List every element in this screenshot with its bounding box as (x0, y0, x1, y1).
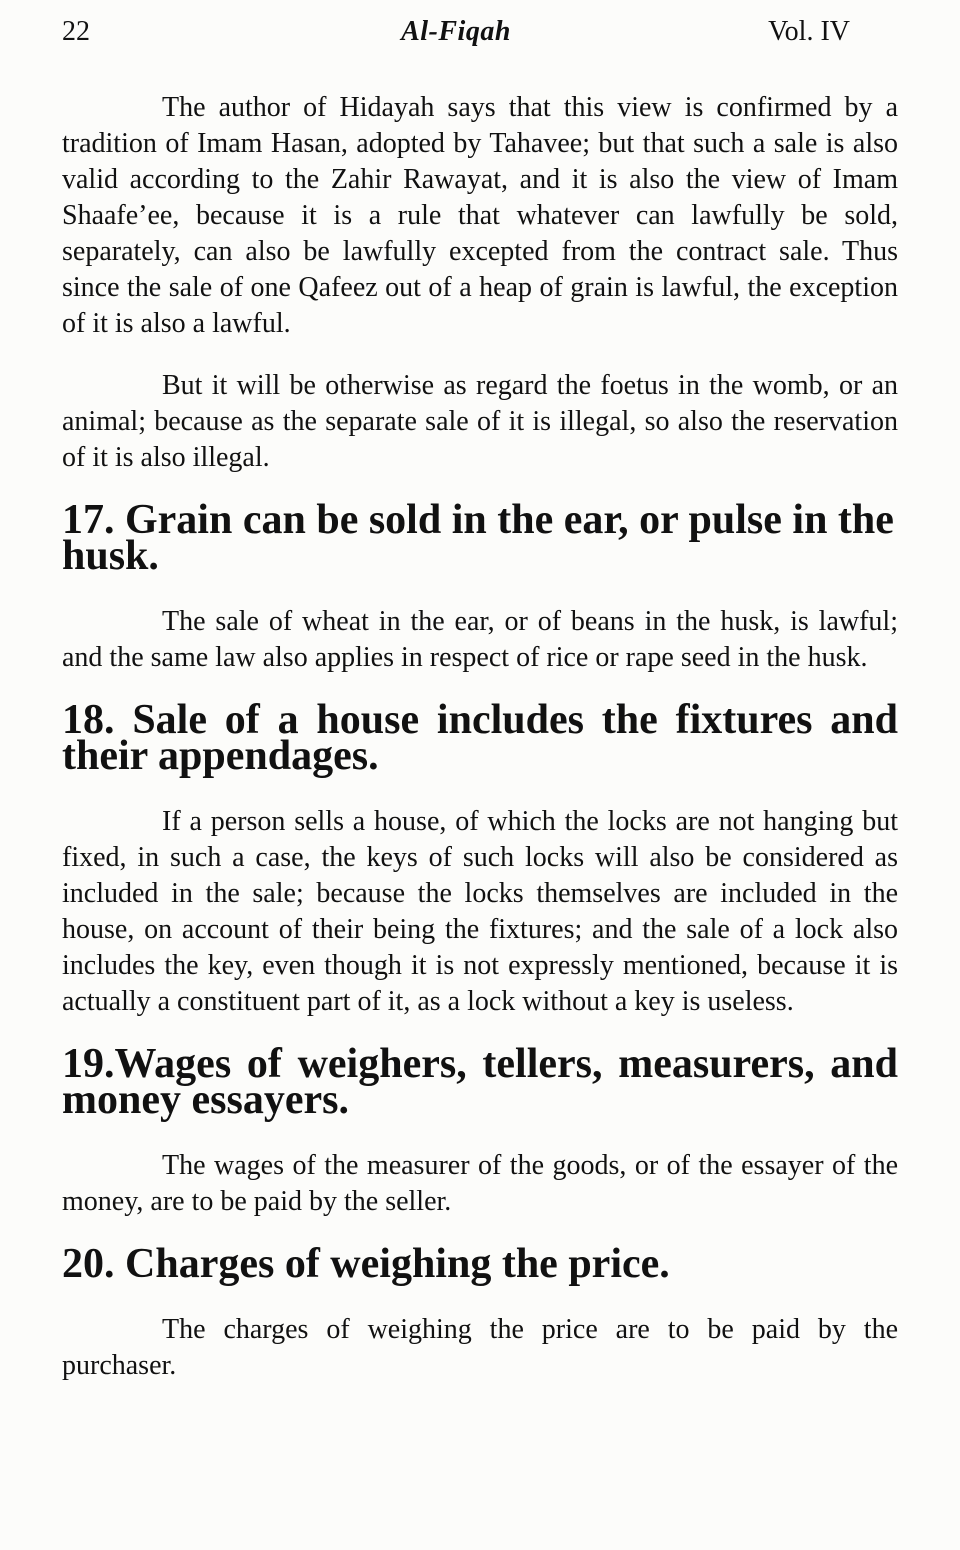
section-heading-17: 17. Grain can be sold in the ear, or pulse in the husk. (62, 497, 894, 579)
page-body (62, 90, 898, 1384)
page-header (62, 14, 898, 50)
book-title: Al-Fiqah (401, 16, 511, 47)
volume-label: Vol. IV (768, 16, 850, 47)
paragraph-wages-seller: The wages of the measurer of the goods, or of the essayer of the money, are to be paid by the seller. (62, 1150, 898, 1217)
paragraph-charges-purchaser: The charges of weighing the price are to be paid by the purchaser. (62, 1314, 898, 1381)
section-heading-19: 19.Wages of weighers, tellers, measurers, and money essayers. (62, 1041, 898, 1123)
paragraph-wheat-in-ear: The sale of wheat in the ear, or of beans in the husk, is lawful; and the same law also applies in respect of rice or rape seed in the husk. (62, 606, 898, 673)
paragraph-hidayah-view: The author of Hidayah says that this view is confirmed by a tradition of Imam Hasan, adopted by Tahavee; but that such a sale is also valid according to the Zahir Rawayat, and it is also the view of Imam Shaafe’ee, because it is a rule that whatever can lawfully be sold, separately, can also be lawfully excepted from the contract sale. Thus since the sale of one Qafeez out of a heap of grain is lawful, the exception of it is also a lawful. (62, 92, 898, 339)
section-heading-20: 20. Charges of weighing the price. (62, 1241, 670, 1287)
page-number: 22 (62, 16, 90, 47)
section-heading-18: 18. Sale of a house includes the fixtures and their appendages. (62, 697, 898, 779)
paragraph-house-locks-keys: If a person sells a house, of which the locks are not hanging but fixed, in such a case, the keys of such locks will also be considered as included in the sale; because the locks themselves are included in the house, on account of their being the fixtures; and the sale of a lock also includes the key, even though it is not expressly mentioned, because it is actually a constituent part of it, as a lock without a key is useless. (62, 806, 898, 1017)
paragraph-foetus-exception: But it will be otherwise as regard the foetus in the womb, or an animal; because as the separate sale of it is illegal, so also the reservation of it is also illegal. (62, 370, 898, 473)
